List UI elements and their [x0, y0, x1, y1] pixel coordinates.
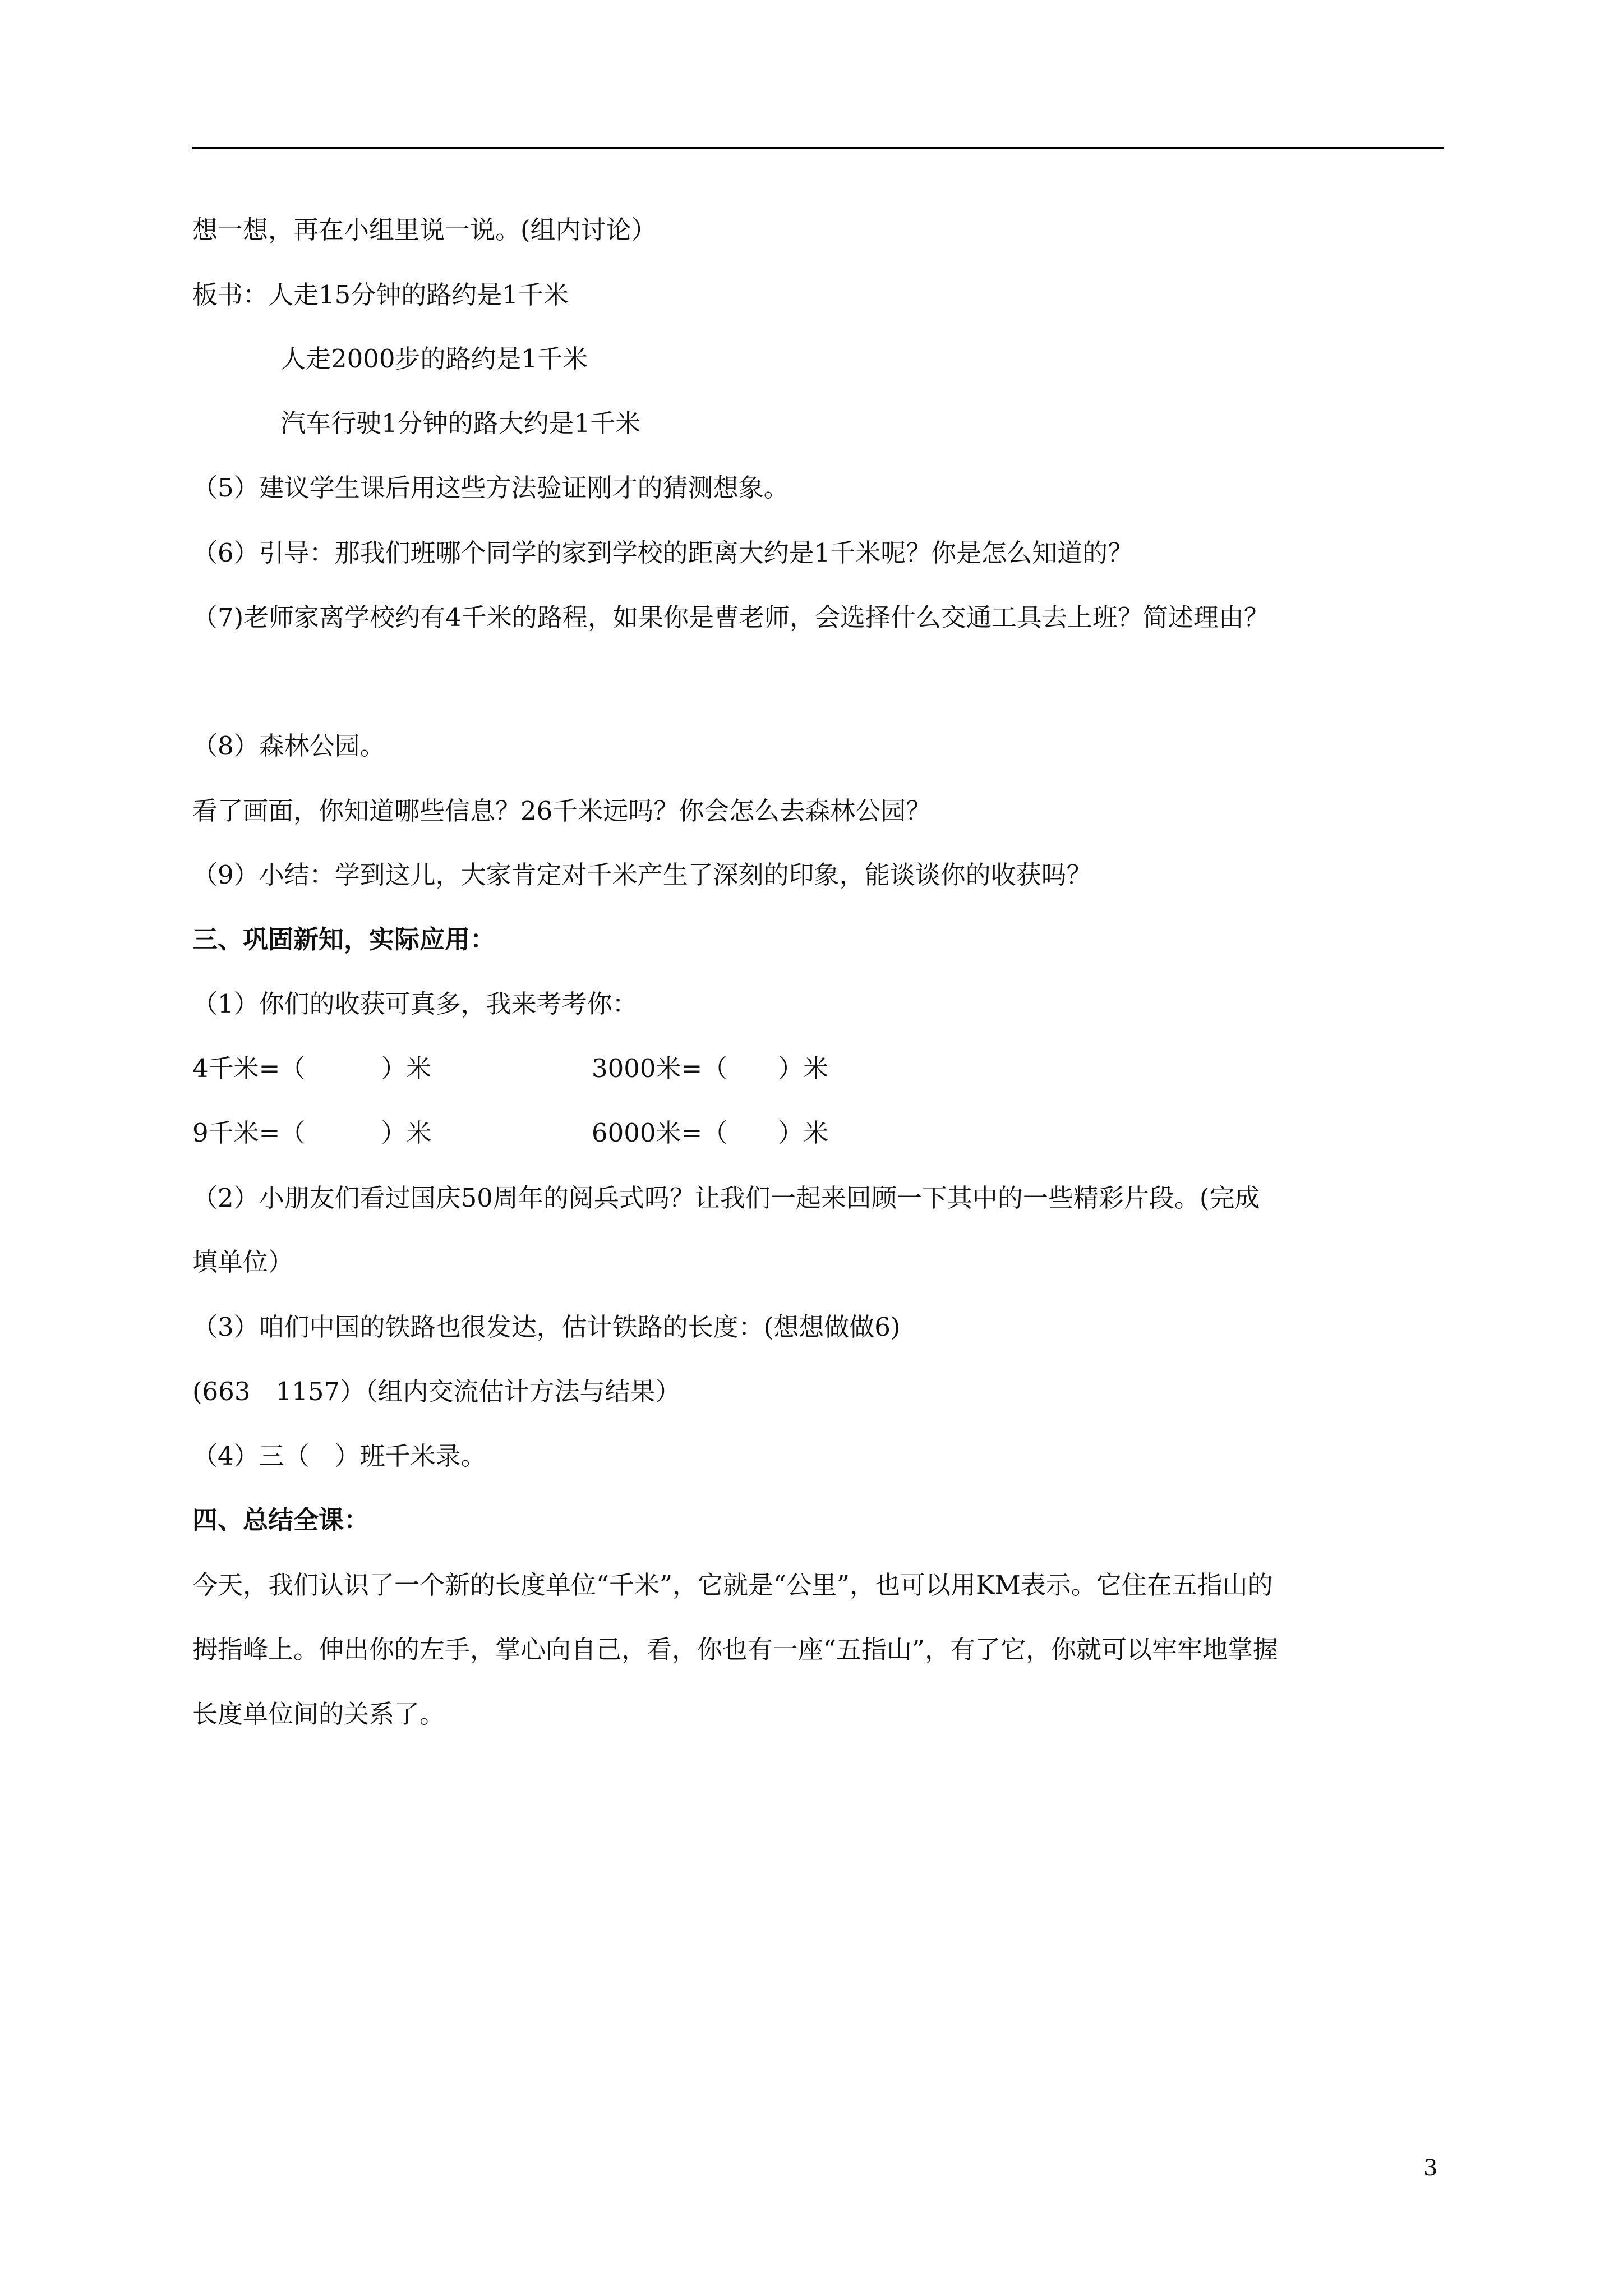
- exercise-item: 6000米=（ ）米: [592, 1118, 829, 1148]
- board-note-line: 人走2000步的路约是1千米: [280, 344, 588, 374]
- text-line: (663 1157）（组内交流估计方法与结果）: [192, 1377, 681, 1406]
- exercise-item: 9千米=（ ）米: [192, 1118, 432, 1148]
- board-note-line: 板书：人走15分钟的路约是1千米: [192, 280, 569, 310]
- text-line: 拇指峰上。伸出你的左手，掌心向自己，看，你也有一座“五指山”，有了它，你就可以牢牢地掌握: [192, 1635, 1279, 1664]
- text-line: （9）小结：学到这儿，大家肯定对千米产生了深刻的印象，能谈谈你的收获吗？: [192, 860, 1092, 890]
- exercise-item: 4千米=（ ）米: [192, 1053, 432, 1083]
- section-heading: 三、巩固新知，实际应用：: [192, 924, 496, 954]
- text-line: （5）建议学生课后用这些方法验证刚才的猜测想象。: [192, 473, 789, 503]
- text-line: （1）你们的收获可真多，我来考考你：: [192, 989, 638, 1019]
- text-line: （7)老师家离学校约有4千米的路程，如果你是曹老师，会选择什么交通工具去上班？简述理由？: [192, 602, 1269, 632]
- text-line: （3）咱们中国的铁路也很发达，估计铁路的长度：(想想做做6): [192, 1312, 901, 1342]
- text-line: 长度单位间的关系了。: [192, 1699, 445, 1729]
- text-line: （8）森林公园。: [192, 731, 385, 761]
- text-line: 今天，我们认识了一个新的长度单位“千米”，它就是“公里”，也可以用KM表示。它住在五指山的: [192, 1570, 1273, 1600]
- text-line: 看了画面，你知道哪些信息？26千米远吗？你会怎么去森林公园？: [192, 796, 932, 826]
- section-heading: 四、总结全课：: [192, 1505, 370, 1535]
- text-line: 填单位）: [192, 1247, 294, 1277]
- text-line: （4）三（ ）班千米录。: [192, 1441, 486, 1471]
- header-rule: [192, 147, 1444, 149]
- exercise-item: 3000米=（ ）米: [592, 1053, 829, 1083]
- text-line: （2）小朋友们看过国庆50周年的阅兵式吗？让我们一起来回顾一下其中的一些精彩片段。(完成: [192, 1183, 1260, 1213]
- text-line: 想一想，再在小组里说一说。(组内讨论）: [192, 215, 657, 245]
- board-note-line: 汽车行驶1分钟的路大约是1千米: [280, 408, 641, 438]
- text-line: （6）引导：那我们班哪个同学的家到学校的距离大约是1千米呢？你是怎么知道的？: [192, 538, 1133, 568]
- page-number: 3: [1423, 2155, 1438, 2181]
